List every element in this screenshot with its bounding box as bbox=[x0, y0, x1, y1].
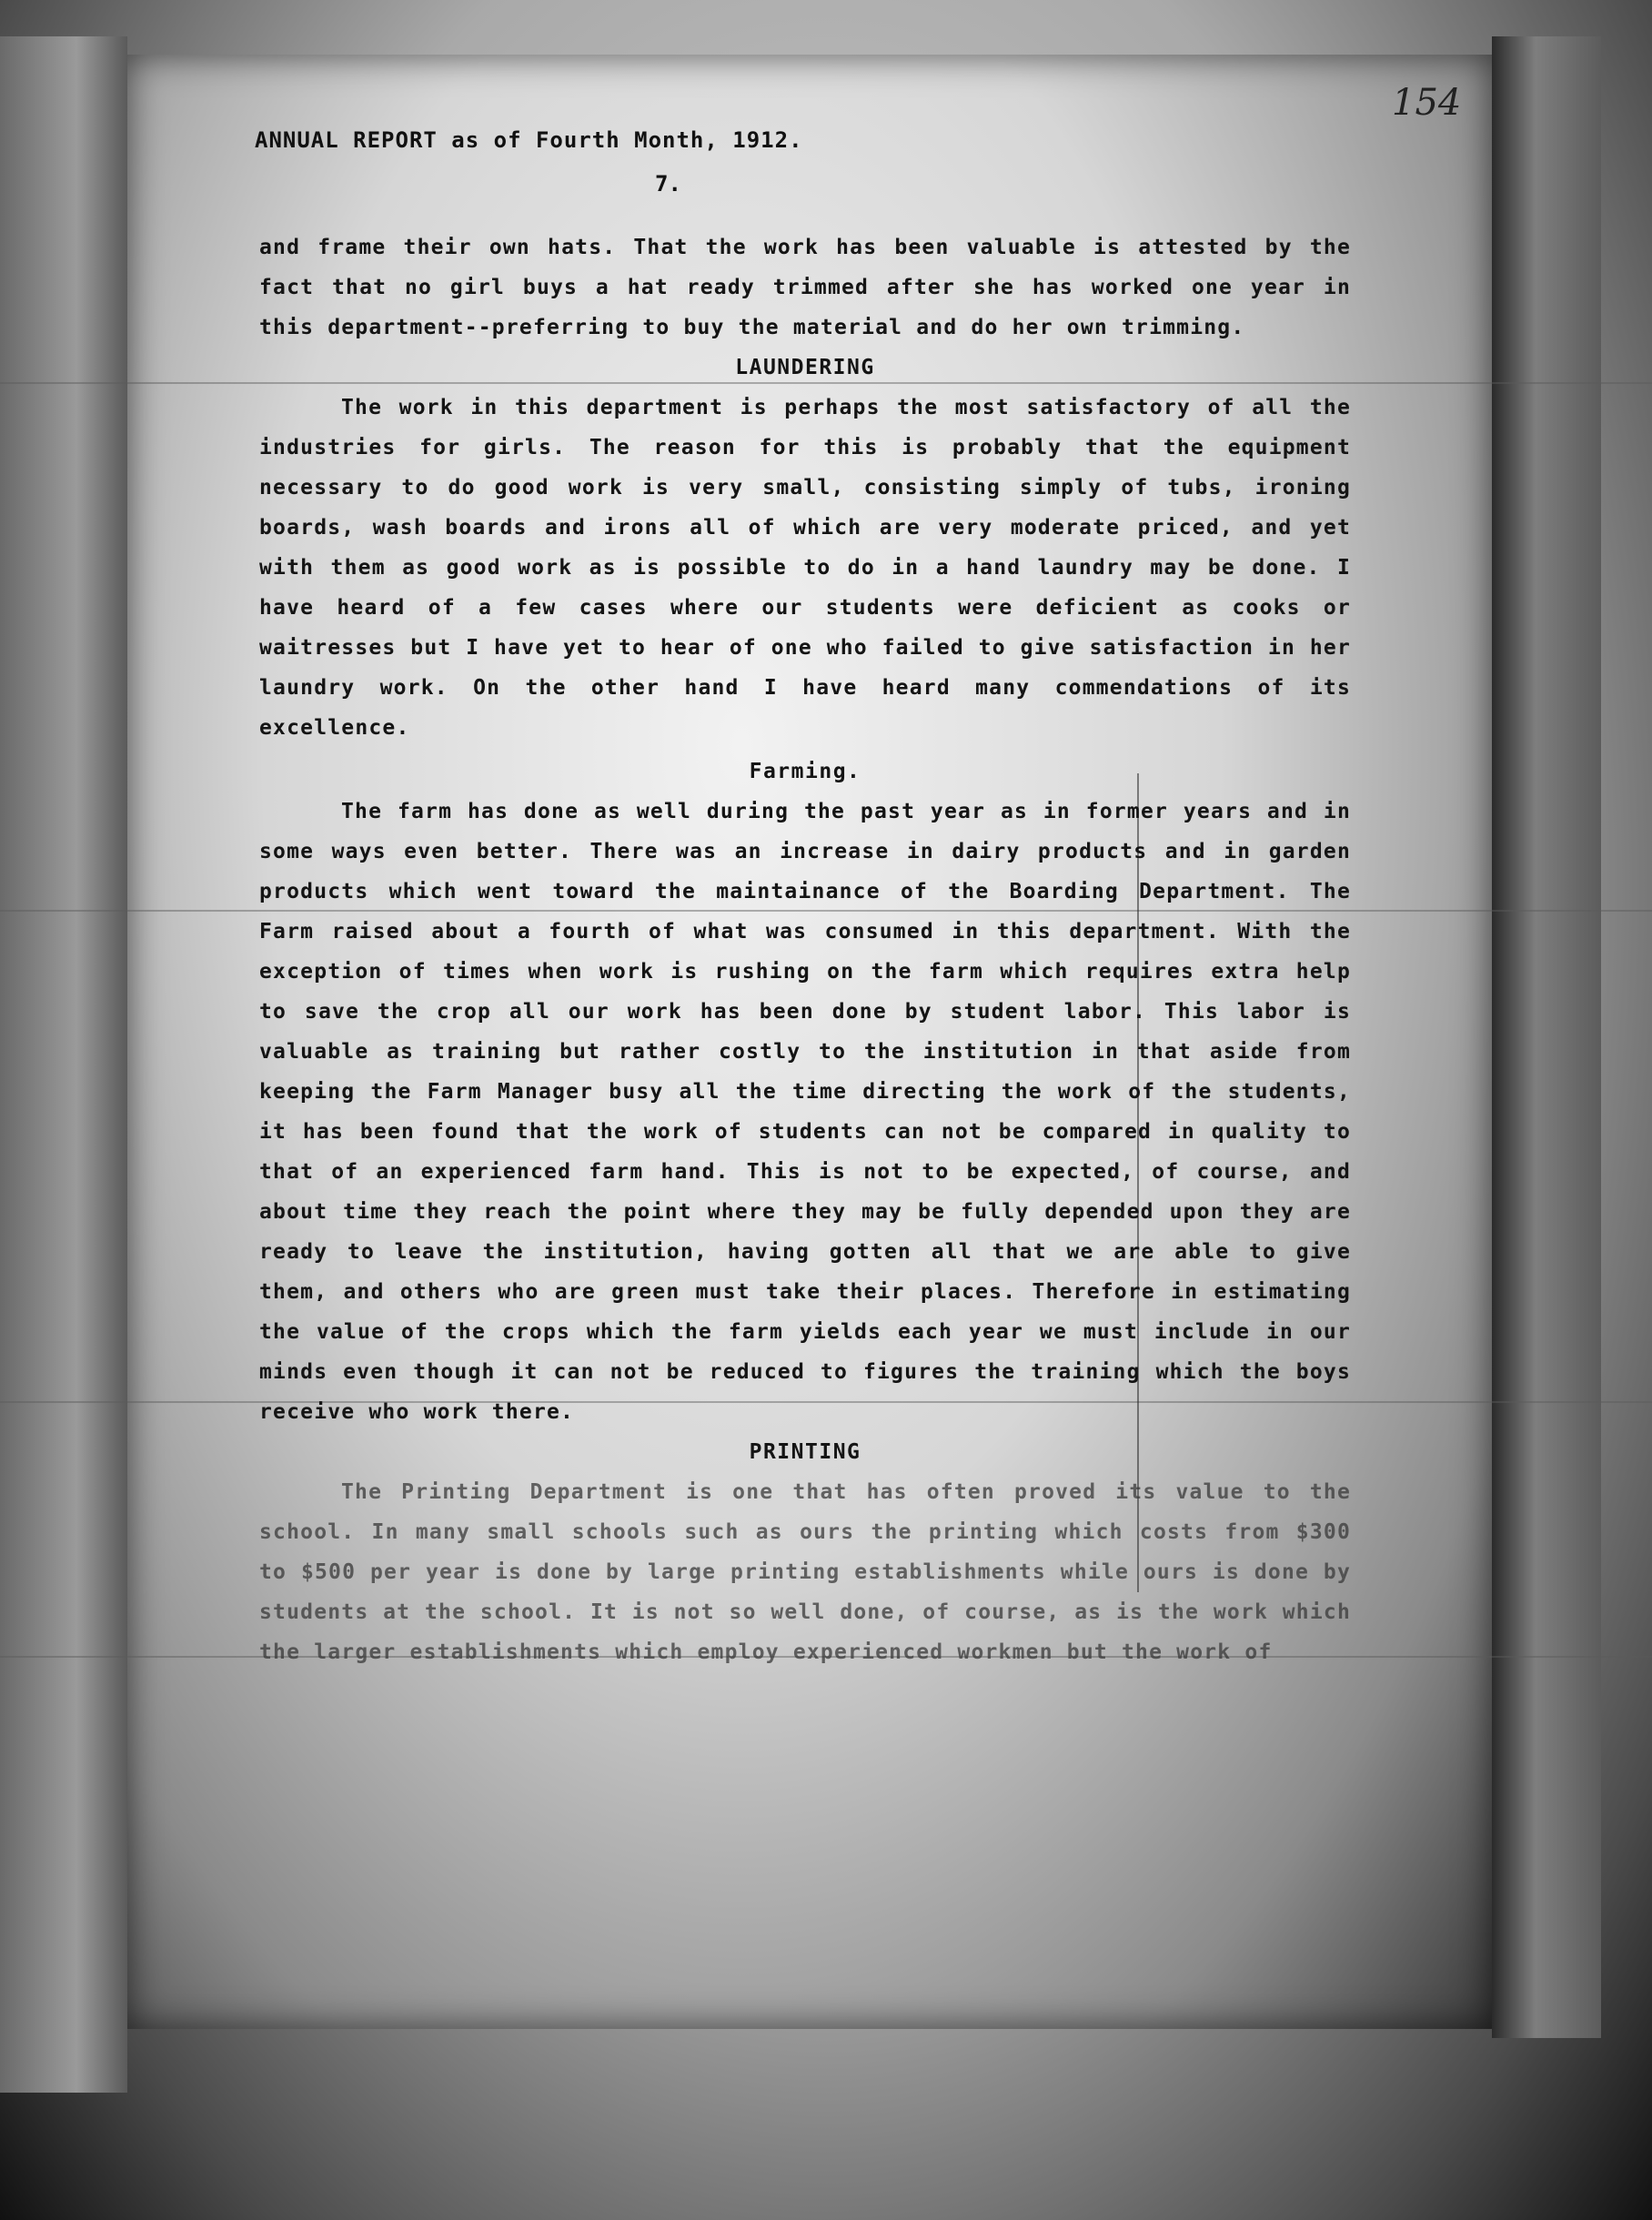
body-text bbox=[259, 227, 1351, 1672]
printing-heading: PRINTING bbox=[749, 1440, 861, 1464]
laundering-paragraph: The work in this department is perhaps the most satisfactory of all the industries for girls. The reason for this is probably that the equipment necessary to do good work is very small, consisting simply of tubs, ironing boards, wash boards and irons all of which are very moderate priced, and yet with them as good work as is possible to do in a hand laundry may be done. I have heard of a few cases where our students were deficient as cooks or waitresses but I have yet to hear of one who failed to give satisfaction in her laundry work. On the other hand I have heard many commendations of its excellence. bbox=[259, 396, 1351, 740]
intro-paragraph: and frame their own hats. That the work has been valuable is attested by the fact that no girl buys a hat ready trimmed after she has worked one year in this department--preferring to buy the material and do her own trimming. bbox=[259, 236, 1351, 339]
farming-heading: Farming. bbox=[749, 760, 861, 783]
report-header: ANNUAL REPORT as of Fourth Month, 1912. bbox=[255, 127, 803, 153]
page-number: 7. bbox=[655, 171, 681, 197]
laundering-heading: LAUNDERING bbox=[735, 356, 875, 379]
page-binding-edge bbox=[1492, 36, 1601, 2038]
adjacent-page-edge bbox=[0, 36, 127, 2093]
farming-paragraph: The farm has done as well during the past year as in former years and in some ways even better. There was an increase in dairy products and in garden products which went toward the maintainance of the Boarding Department. The Farm raised about a fourth of what was consumed in this department. With the exception of times when work is rushing on the farm which requires extra help to save the crop all our work has been done by student labor. This labor is valuable as training but rather costly to the institution in that aside from keeping the Farm Manager busy all the time directing the work of the students, it has been found that the work of students can not be compared in quality to that of an experienced farm hand. This is not to be expected, of course, and about time they reach the point where they may be fully depended upon they are ready to leave the institution, having gotten all that we are able to give them, and others who are green must take their places. Therefore in estimating the value of the crops which the farm yields each year we must include in our minds even though it can not be reduced to figures the training which the boys receive who work there. bbox=[259, 800, 1351, 1424]
folio-number: 154 bbox=[1392, 82, 1462, 124]
printing-paragraph: The Printing Department is one that has often proved its value to the school. In many small schools such as ours the printing which costs from $300 to $500 per year is done by large printing establishments while ours is done by students at the school. It is not so well done, of course, as is the work which the larger establishments which employ experienced workmen but the work of bbox=[259, 1480, 1351, 1664]
